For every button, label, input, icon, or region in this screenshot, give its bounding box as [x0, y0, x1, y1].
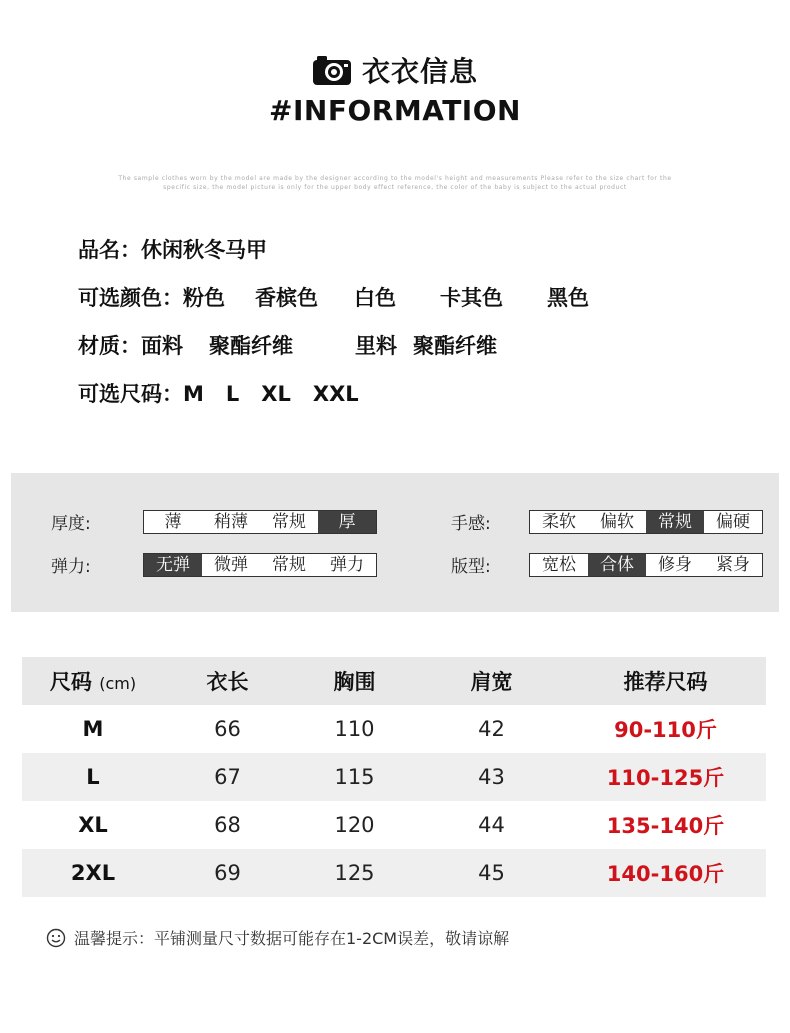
cell-shoulder: 45: [418, 849, 565, 897]
cell-recommend: 90-110斤: [614, 718, 717, 742]
size-options-label: 可选尺码：: [78, 382, 183, 406]
color-option: 白色: [354, 286, 396, 310]
cell-shoulder: 43: [418, 753, 565, 801]
cell-length: 69: [164, 849, 291, 897]
cell-size: 2XL: [22, 849, 164, 897]
cell-length: 68: [214, 813, 241, 837]
col-header-chest: 胸围: [291, 657, 418, 705]
title-row: [0, 50, 790, 90]
fit-row: [451, 552, 763, 577]
fit-option: 合体: [588, 554, 646, 576]
model-note-line-1: The sample clothes worn by the model are made by the designer according to the model's height and measurements Please refer to the size chart for the: [118, 175, 672, 182]
col-header-size-text: 尺码: [49, 670, 92, 694]
table-header-row: [22, 657, 766, 705]
fit-scale: [529, 553, 763, 577]
cell-shoulder: 44: [478, 813, 505, 837]
color-option: 卡其色: [440, 286, 503, 310]
table-row: [22, 801, 766, 849]
product-name-row: [78, 234, 589, 282]
size-options-row: [78, 378, 589, 426]
hand-feel-option: 偏软: [600, 511, 634, 532]
model-note: [60, 174, 730, 192]
color-label: 可选颜色：: [78, 286, 183, 310]
thickness-option: 稍薄: [214, 511, 248, 532]
material-outer-label: 面料: [141, 334, 183, 358]
material-row: [78, 330, 589, 378]
material-label: 材质：: [78, 334, 141, 358]
header: [0, 50, 790, 127]
hand-feel-option: 偏硬: [716, 511, 750, 532]
col-header-size: [22, 657, 164, 705]
hand-feel-option: 柔软: [542, 511, 576, 532]
page-subtitle: #INFORMATION: [269, 94, 521, 127]
thickness-row: [51, 509, 377, 534]
model-note-line-2: specific size, the model picture is only for the upper body effect reference, the color of the baby is subject to the actual product: [163, 184, 627, 191]
thickness-scale: [143, 510, 377, 534]
cell-size: M: [82, 717, 104, 741]
fit-option: 宽松: [542, 554, 576, 575]
material-outer-value: 聚酯纤维: [209, 334, 293, 358]
camera-icon: [312, 54, 352, 86]
hand-feel-row: [451, 509, 763, 534]
thickness-label: 厚度:: [51, 514, 91, 534]
thickness-option: 常规: [272, 511, 306, 532]
cell-recommend: 140-160斤: [565, 849, 766, 897]
page-title: 衣衣信息: [361, 55, 478, 88]
col-header-shoulder: 肩宽: [418, 657, 565, 705]
color-option: 香槟色: [255, 286, 318, 310]
feature-panel: [11, 473, 779, 612]
elasticity-option: 微弹: [214, 554, 248, 575]
elasticity-label: 弹力:: [51, 557, 91, 577]
elasticity-row: [51, 552, 377, 577]
product-name-value: 休闲秋冬马甲: [141, 238, 267, 262]
fit-label: 版型:: [451, 557, 491, 577]
size-option: XXL: [312, 382, 359, 406]
color-option: 粉色: [183, 286, 225, 310]
thickness-option: 厚: [318, 511, 376, 533]
cell-shoulder: 42: [478, 717, 505, 741]
hand-feel-label: 手感:: [451, 514, 491, 534]
col-header-length: 衣长: [164, 657, 291, 705]
col-header-recommend: 推荐尺码: [565, 657, 766, 705]
size-option: XL: [261, 382, 291, 406]
cell-recommend: 110-125斤: [565, 753, 766, 801]
hand-feel-scale: [529, 510, 763, 534]
product-name-label: 品名：: [78, 238, 141, 262]
cell-chest: 125: [291, 849, 418, 897]
size-option: M: [183, 382, 204, 406]
elasticity-option: 无弹: [144, 554, 202, 576]
cell-chest: 120: [334, 813, 375, 837]
elasticity-scale: [143, 553, 377, 577]
smiley-icon: [46, 928, 66, 948]
table-row: [22, 849, 766, 897]
table-row: [22, 753, 766, 801]
col-header-unit: (cm): [99, 674, 137, 693]
cell-size: XL: [78, 813, 108, 837]
table-row: [22, 705, 766, 753]
elasticity-option: 弹力: [330, 554, 364, 575]
color-row: [78, 282, 589, 330]
tip-text: 温馨提示：平铺测量尺寸数据可能存在1-2CM误差，敬请谅解: [74, 929, 510, 948]
cell-length: 67: [164, 753, 291, 801]
thickness-option: 薄: [164, 511, 182, 532]
fit-option: 紧身: [716, 554, 750, 575]
cell-chest: 110: [334, 717, 375, 741]
cell-length: 66: [214, 717, 241, 741]
color-option: 黑色: [547, 286, 589, 310]
product-info: [78, 234, 589, 426]
cell-chest: 115: [291, 753, 418, 801]
cell-recommend: 135-140斤: [606, 814, 725, 838]
cell-size: L: [22, 753, 164, 801]
size-option: L: [225, 382, 240, 406]
elasticity-option: 常规: [272, 554, 306, 575]
size-chart-table: [22, 657, 766, 897]
tip: [46, 926, 509, 949]
fit-option: 修身: [658, 554, 692, 575]
hand-feel-option: 常规: [646, 511, 704, 533]
material-inner-label: 里料: [355, 334, 397, 358]
material-inner-value: 聚酯纤维: [413, 334, 497, 358]
